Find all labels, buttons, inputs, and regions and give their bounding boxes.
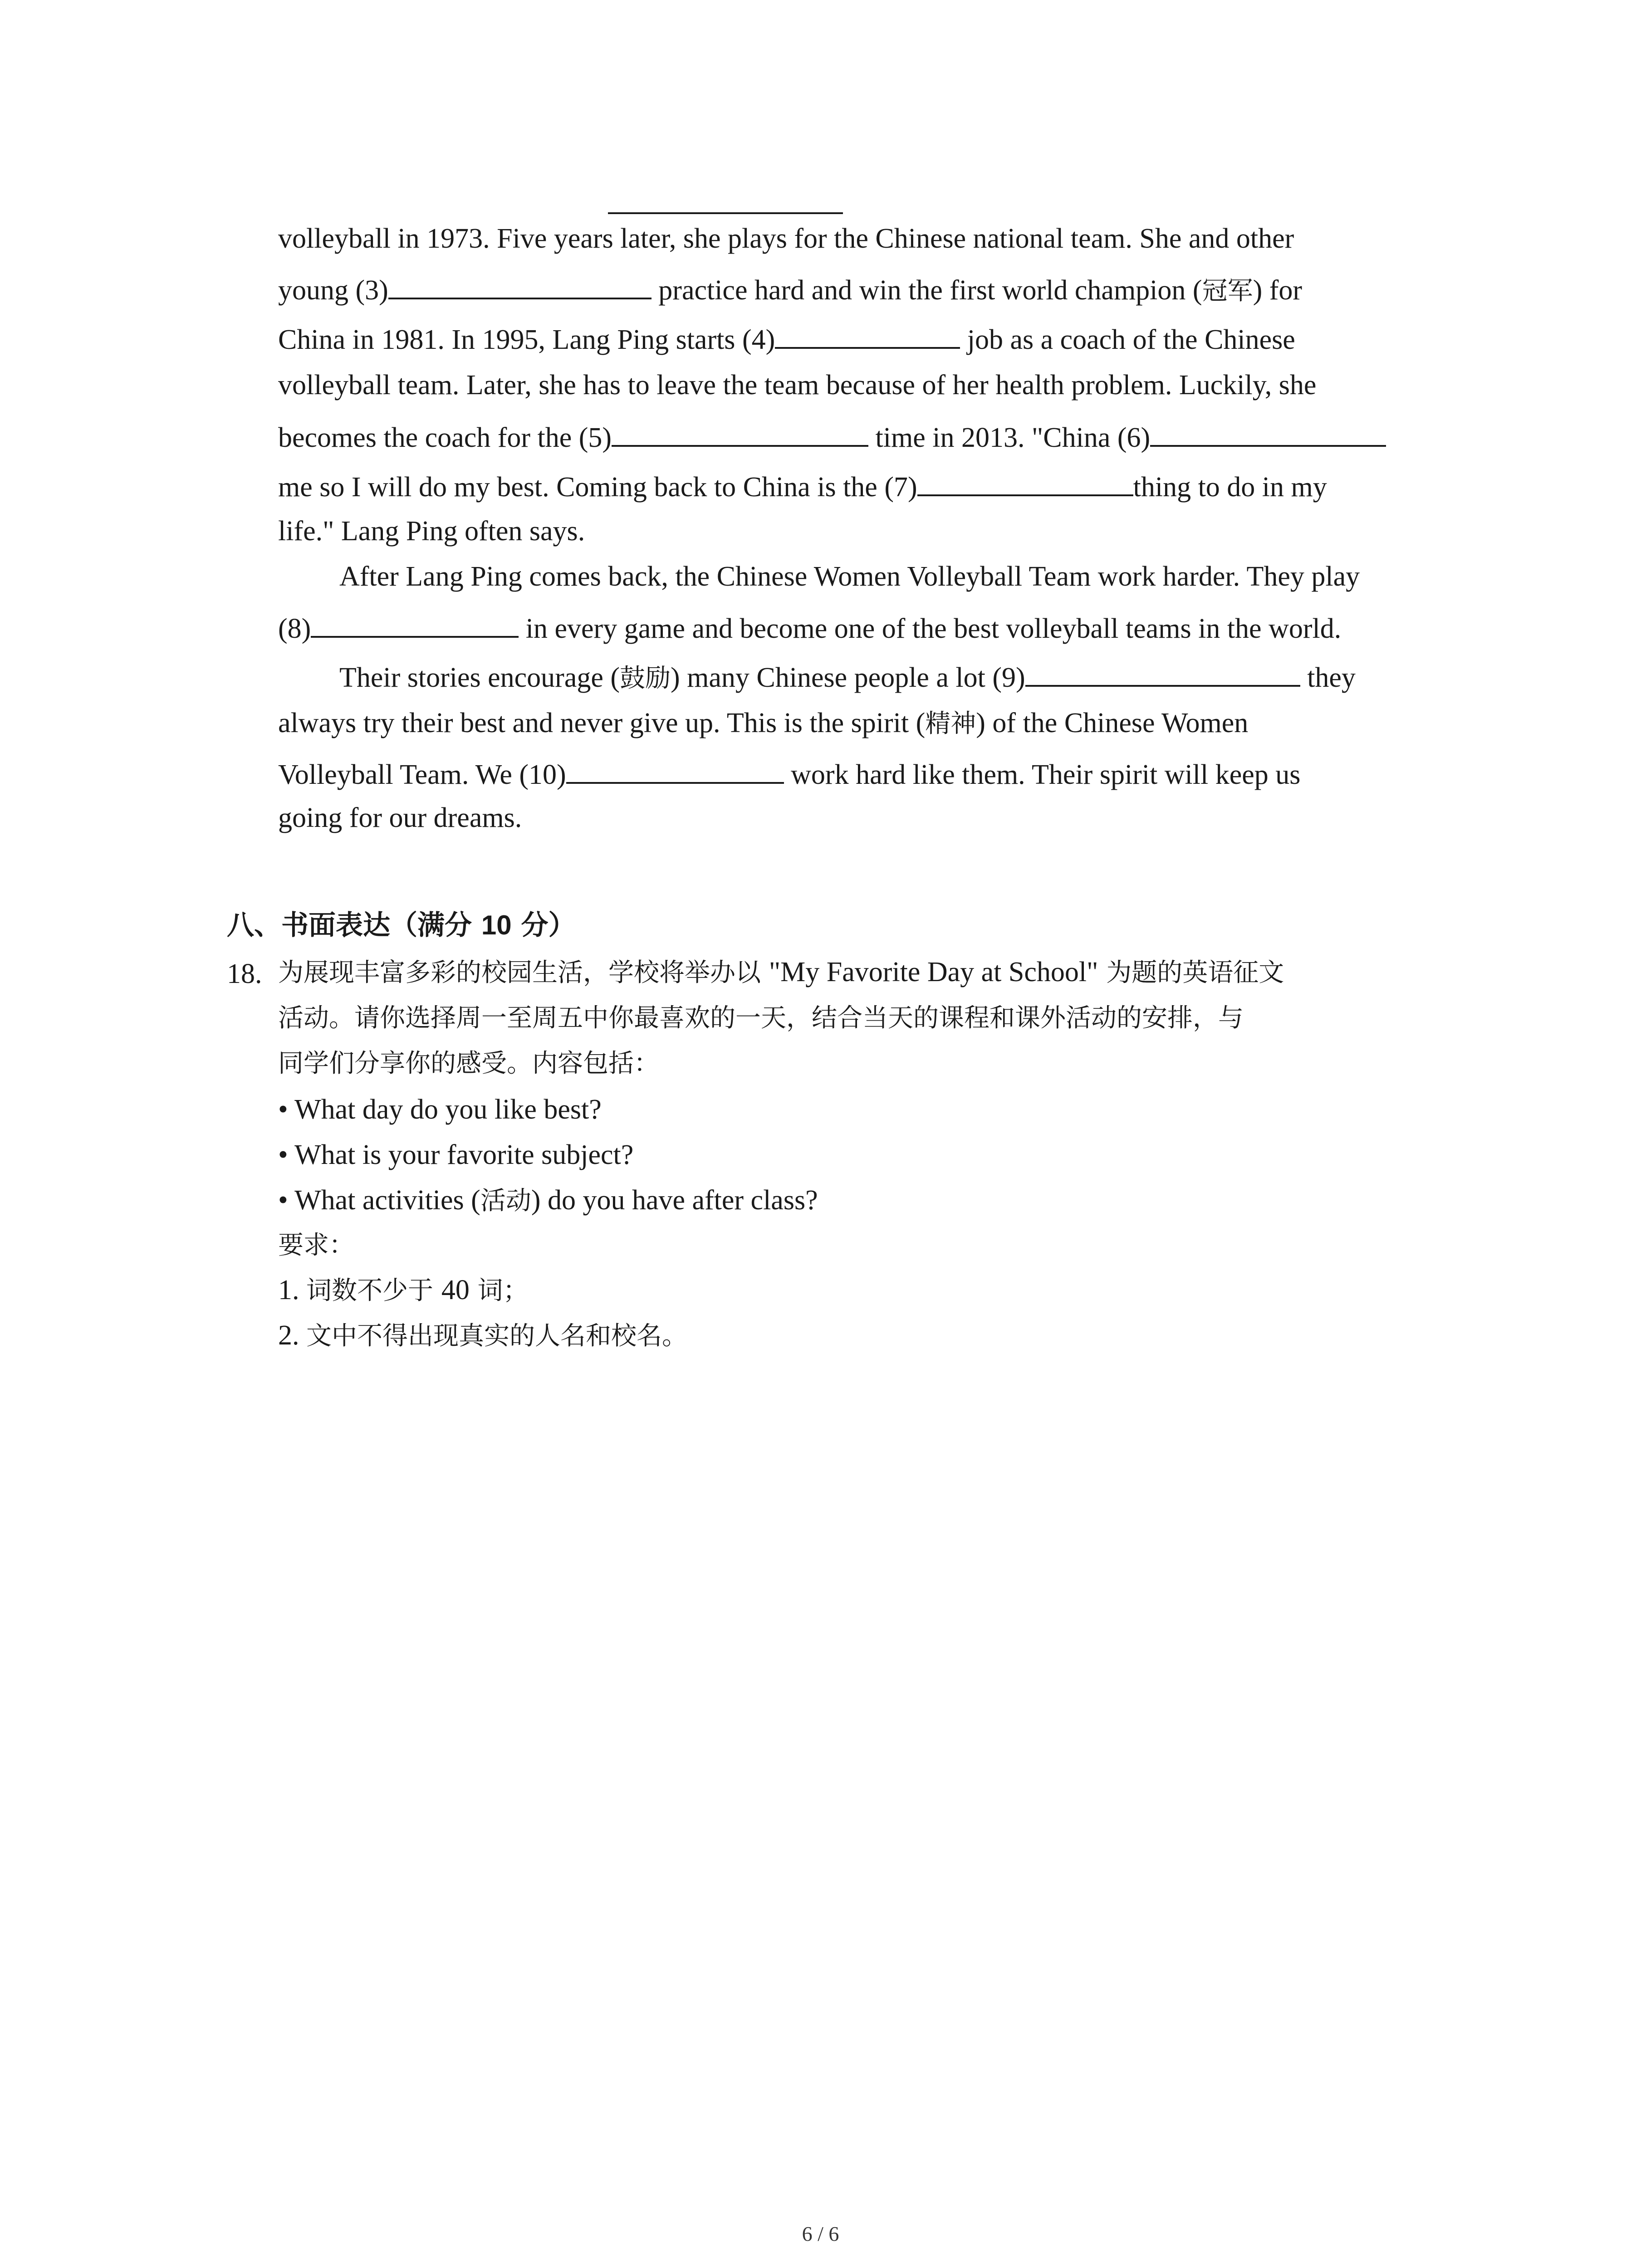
bullet-text: • What day do you like best? xyxy=(278,1094,602,1125)
passage-text: ) for xyxy=(1253,275,1303,306)
passage-text: work hard like them. Their spirit will keep us xyxy=(784,759,1301,790)
answer-blank-4 xyxy=(775,323,960,349)
passage-text: becomes the coach for the (5) xyxy=(278,422,612,453)
question-number: 18. xyxy=(227,958,262,989)
passage-text: thing to do in my xyxy=(1133,472,1327,503)
passage-line xyxy=(278,274,1302,304)
passage-line xyxy=(339,562,1360,591)
answer-blank-10 xyxy=(566,758,784,784)
chinese-gloss: 活动 xyxy=(480,1186,531,1216)
passage-line xyxy=(278,612,1341,643)
bullet-text: • What activities ( xyxy=(278,1185,480,1216)
section-heading xyxy=(227,904,576,943)
passage-text: time in 2013. "China (6) xyxy=(868,422,1151,453)
passage-line xyxy=(339,661,1356,692)
passage-text: me so I will do my best. Coming back to China is the (7) xyxy=(278,472,917,503)
passage-line xyxy=(278,804,522,832)
essay-title: "My Favorite Day at School" xyxy=(769,957,1098,987)
passage-text: China in 1981. In 1995, Lang Ping starts (4) xyxy=(278,324,775,355)
answer-blank-3 xyxy=(388,274,652,299)
passage-line xyxy=(278,758,1300,789)
passage-text: in every game and become one of the best volleyball teams in the world. xyxy=(519,613,1342,644)
word-count: 40 xyxy=(441,1275,470,1305)
passage-line xyxy=(278,421,1386,452)
requirement-number: 2. xyxy=(278,1320,306,1351)
bullet-item xyxy=(278,1095,602,1124)
question-line xyxy=(278,1003,1244,1031)
chinese-gloss: 冠军 xyxy=(1202,276,1253,306)
chinese-gloss: 精神 xyxy=(925,709,976,738)
answer-blank-2 xyxy=(608,212,843,214)
requirements-label xyxy=(278,1231,354,1259)
passage-text: volleyball in 1973. Five years later, she plays for the Chinese national team. She and other xyxy=(278,223,1294,254)
requirements-text: 要求： xyxy=(278,1231,354,1260)
passage-line xyxy=(278,471,1327,501)
passage-text: going for our dreams. xyxy=(278,802,522,833)
passage-text: they xyxy=(1300,662,1356,693)
requirement-text: 词数不少于 xyxy=(306,1276,441,1305)
question-line xyxy=(278,1049,659,1077)
answer-blank-9 xyxy=(1025,661,1300,687)
section-score: 10 xyxy=(481,910,512,940)
requirement-item xyxy=(278,1276,529,1304)
requirement-text: 词； xyxy=(469,1276,529,1305)
answer-blank-5 xyxy=(612,421,868,447)
requirement-number: 1. xyxy=(278,1275,306,1305)
passage-text: (8) xyxy=(278,613,311,644)
passage-text: Their stories encourage ( xyxy=(339,662,620,693)
passage-text: always try their best and never give up. This is the spirit ( xyxy=(278,708,926,738)
section-heading-text: 八、书面表达（满分 xyxy=(227,909,481,941)
section-heading-text: 分） xyxy=(511,909,576,941)
bullet-text: • What is your favorite subject? xyxy=(278,1139,634,1170)
passage-text: life." Lang Ping often says. xyxy=(278,516,585,547)
answer-blank-8 xyxy=(311,612,519,638)
passage-text: ) many Chinese people a lot (9) xyxy=(671,662,1025,693)
passage-text: Volleyball Team. We (10) xyxy=(278,759,566,790)
question-text: 为题的英语征文 xyxy=(1098,958,1284,987)
requirement-item xyxy=(278,1321,687,1349)
passage-text: volleyball team. Later, she has to leave the team because of her health problem. Luckily, she xyxy=(278,370,1317,401)
chinese-gloss: 鼓励 xyxy=(620,664,671,693)
passage-line xyxy=(278,323,1295,354)
passage-text: ) of the Chinese Women xyxy=(976,708,1249,738)
page-number: 6 / 6 xyxy=(802,2222,839,2245)
passage-line xyxy=(278,517,585,545)
passage-text: job as a coach of the Chinese xyxy=(960,324,1295,355)
answer-blank-6 xyxy=(1150,421,1386,447)
question-text: 为展现丰富多彩的校园生活，学校将举办以 xyxy=(278,958,769,987)
passage-text: practice hard and win the first world champion ( xyxy=(651,275,1202,306)
answer-blank-7 xyxy=(917,471,1133,496)
passage-line xyxy=(278,371,1316,399)
passage-line xyxy=(278,709,1248,737)
question-text: 同学们分享你的感受。内容包括： xyxy=(278,1049,659,1078)
passage-line xyxy=(278,225,1294,253)
passage-text: After Lang Ping comes back, the Chinese Women Volleyball Team work harder. They play xyxy=(339,561,1360,592)
bullet-text: ) do you have after class? xyxy=(531,1185,818,1216)
question-line xyxy=(278,958,1284,986)
bullet-item xyxy=(278,1141,633,1169)
bullet-item xyxy=(278,1186,818,1214)
question-text: 活动。请你选择周一至周五中你最喜欢的一天，结合当天的课程和课外活动的安排，与 xyxy=(278,1003,1244,1033)
passage-text: young (3) xyxy=(278,275,388,306)
requirement-text: 文中不得出现真实的人名和校名。 xyxy=(306,1321,687,1351)
